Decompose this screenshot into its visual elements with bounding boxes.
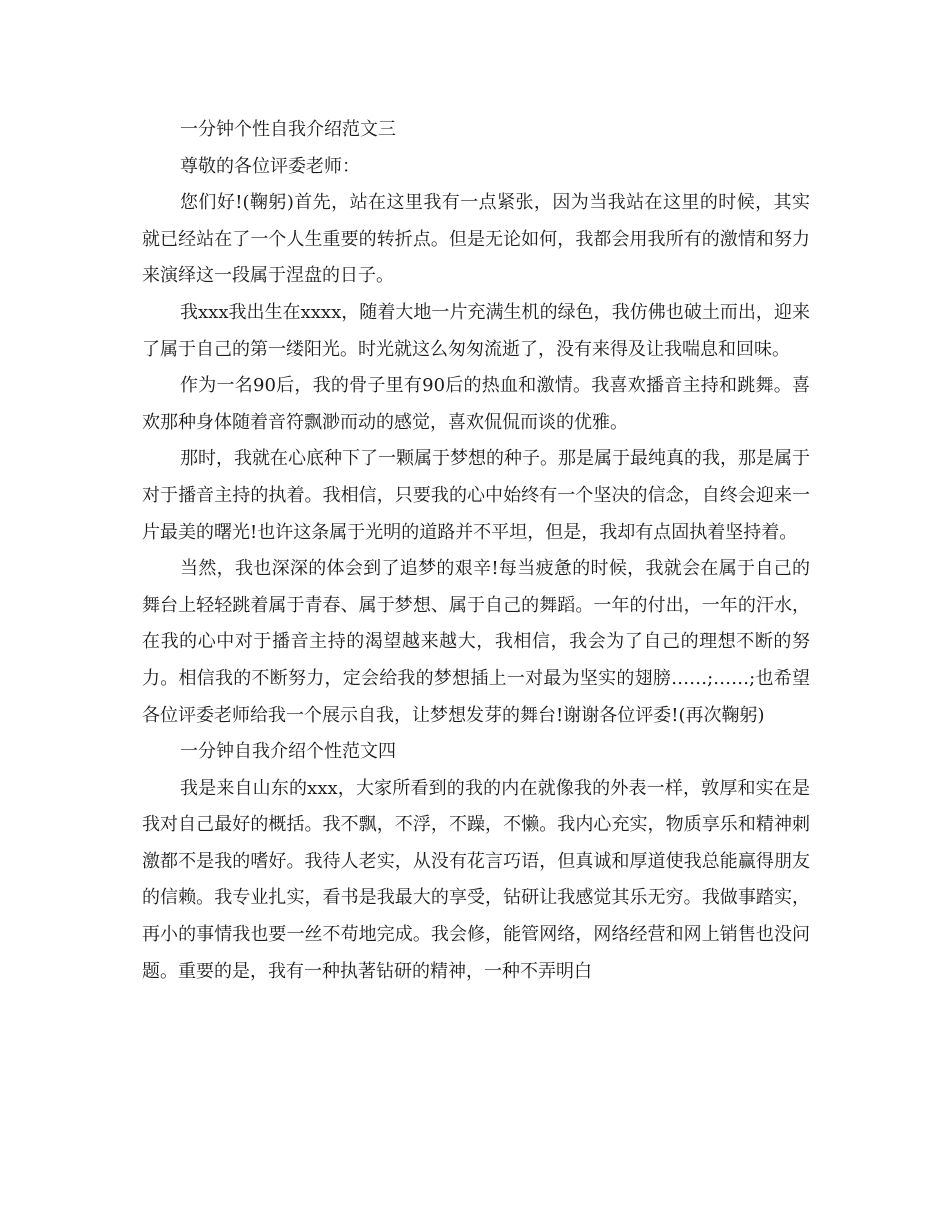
section-heading-4: 一分钟自我介绍个性范文四 (180, 741, 396, 763)
paragraph: 作为一名90后，我的骨子里有90后的热血和激情。我喜欢播音主持和跳舞。喜欢那种身体随着音符飘渺而动的感觉，喜欢侃侃而谈的优雅。 (142, 375, 810, 433)
salutation: 尊敬的各位评委老师： (180, 155, 360, 177)
paragraph: 我是来自山东的xxx，大家所看到的我的内在就像我的外表一样，敦厚和实在是我对自己最好的概括。我不飘，不浮，不躁，不懒。我内心充实，物质享乐和精神刺激都不是我的嗜好。我待人老实，从没有花言巧语，但真诚和厚道使我总能赢得朋友的信赖。我专业扎实，看书是我最大的享受，钻研让我感觉其乐无穷。我做事踏实，再小的事情我也要一丝不苟地完成。我会修，能管网络，网络经营和网上销售也没问题。重要的是，我有一种执著钻研的精神，一种不弄明白 (142, 777, 810, 982)
section-heading-3: 一分钟个性自我介绍范文三 (180, 119, 396, 140)
paragraph: 当然，我也深深的体会到了追梦的艰辛!每当疲惫的时候，我就会在属于自己的舞台上轻轻跳着属于青春、属于梦想、属于自己的舞蹈。一年的付出，一年的汗水，在我的心中对于播音主持的渴望越来越大，我相信，我会为了自己的理想不断的努力。相信我的不断努力，定会给我的梦想插上一对最为坚实的翅膀……;……;也希望各位评委老师给我一个展示自我，让梦想发芽的舞台!谢谢各位评委!(再次鞠躬) (142, 558, 810, 726)
paragraph: 那时，我就在心底种下了一颗属于梦想的种子。那是属于最纯真的我，那是属于对于播音主持的执着。我相信，只要我的心中始终有一个坚决的信念，自终会迎来一片最美的曙光!也许这条属于光明的道路并不平坦，但是，我却有点固执着坚持着。 (142, 448, 810, 543)
paragraph: 您们好!(鞠躬)首先，站在这里我有一点紧张，因为当我站在这里的时候，其实就已经站在了一个人生重要的转折点。但是无论如何，我都会用我所有的激情和努力来演绎这一段属于涅盘的日子。 (142, 192, 810, 287)
document-body (142, 112, 810, 990)
paragraph: 我xxx我出生在xxxx，随着大地一片充满生机的绿色，我仿佛也破土而出，迎来了属于自己的第一缕阳光。时光就这么匆匆流逝了，没有来得及让我喘息和回味。 (142, 301, 810, 360)
